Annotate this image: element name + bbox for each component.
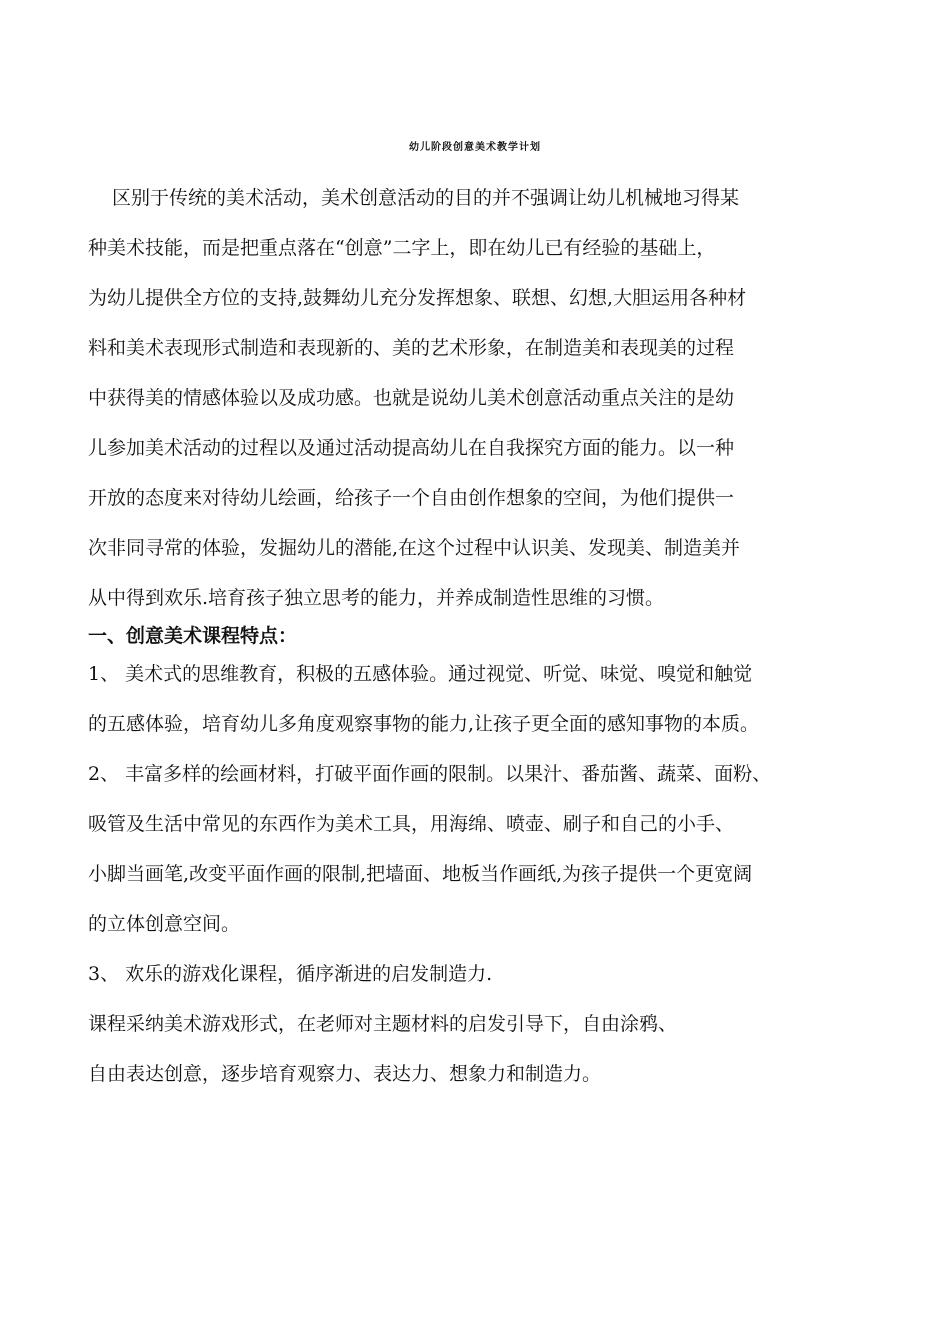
body-line: 小脚当画笔,改变平面作画的限制,把墙面、地板当作画纸,为孩子提供一个更宽阔 <box>88 863 753 885</box>
body-line: 1、 美术式的思维教育，积极的五感体验。通过视觉、听觉、味觉、嗅觉和触觉 <box>88 663 753 685</box>
intro-line: 开放的态度来对待幼儿绘画，给孩子一个自由创作想象的空间，为他们提供一 <box>88 487 735 509</box>
intro-line: 从中得到欢乐.培育孩子独立思考的能力，并养成制造性思维的习惯。 <box>88 587 665 609</box>
intro-line: 中获得美的情感体验以及成功感。也就是说幼儿美术创意活动重点关注的是幼 <box>88 387 735 409</box>
body-line: 自由表达创意，逐步培育观察力、表达力、想象力和制造力。 <box>88 1063 602 1085</box>
intro-line: 料和美术表现形式制造和表现新的、美的艺术形象，在制造美和表现美的过程 <box>88 337 735 359</box>
intro-line: 为幼儿提供全方位的支持,鼓舞幼儿充分发挥想象、联想、幻想,大胆运用各种材 <box>88 287 747 309</box>
intro-line: 儿参加美术活动的过程以及通过活动提高幼儿在自我探究方面的能力。以一种 <box>88 437 735 459</box>
document-title: 幼儿阶段创意美术教学计划 <box>409 142 541 153</box>
body-line: 3、 欢乐的游戏化课程，循序渐进的启发制造力. <box>88 963 493 985</box>
body-line: 2、 丰富多样的绘画材料，打破平面作画的限制。以果汁、番茄酱、蔬菜、面粉、 <box>88 763 772 785</box>
body-line: 吸管及生活中常见的东西作为美术工具，用海绵、喷壶、刷子和自己的小手、 <box>88 813 735 835</box>
body-line: 的立体创意空间。 <box>88 913 241 935</box>
body-line: 课程采纳美术游戏形式，在老师对主题材料的启发引导下，自由涂鸦、 <box>88 1013 678 1035</box>
intro-line: 种美术技能，而是把重点落在“创意”二字上，即在幼儿已有经验的基础上， <box>88 237 716 259</box>
section-heading: 一、创意美术课程特点： <box>88 625 298 647</box>
intro-line: 次非同寻常的体验，发掘幼儿的潜能,在这个过程中认识美、发现美、制造美并 <box>88 537 741 559</box>
body-line: 的五感体验，培育幼儿多角度观察事物的能力,让孩子更全面的感知事物的本质。 <box>88 713 760 735</box>
intro-line: 区别于传统的美术活动，美术创意活动的目的并不强调让幼儿机械地习得某 <box>112 187 740 209</box>
